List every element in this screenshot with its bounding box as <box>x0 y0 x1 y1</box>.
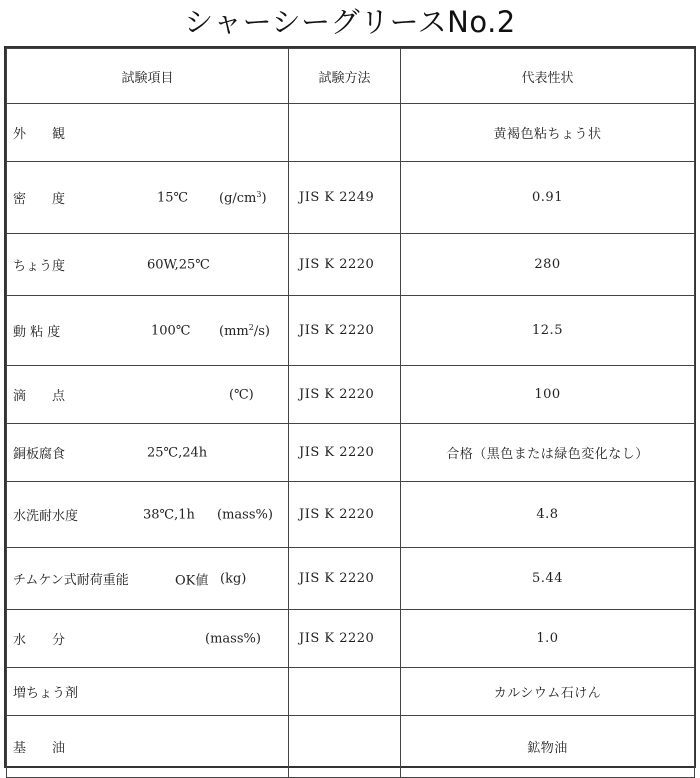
test-item-name: 滴 点 <box>13 389 66 404</box>
typical-value-cell: 4.8 <box>401 482 695 548</box>
test-condition: 15℃ <box>157 190 189 205</box>
test-item-cell <box>7 234 289 296</box>
test-condition: 60W,25℃ <box>147 257 210 272</box>
test-condition: 25℃,24h <box>147 445 208 460</box>
test-method-cell: JIS K 2249 <box>289 162 401 234</box>
test-item-cell <box>7 162 289 234</box>
test-item-name: 外 観 <box>13 127 66 142</box>
table-row <box>7 482 695 548</box>
table-row <box>7 548 695 610</box>
table-row <box>7 668 695 716</box>
table-row <box>7 296 695 366</box>
test-item-name: ちょう度 <box>13 259 66 274</box>
test-method-cell: JIS K 2220 <box>289 548 401 610</box>
test-method-cell: JIS K 2220 <box>289 366 401 424</box>
test-item-cell <box>7 482 289 548</box>
header-test-method: 試験方法 <box>289 49 401 104</box>
properties-table <box>6 48 695 778</box>
test-unit: (℃) <box>229 387 254 402</box>
test-item-name: 水 分 <box>13 633 66 648</box>
test-item-cell <box>7 668 289 716</box>
typical-value-cell: 0.91 <box>401 162 695 234</box>
table-row <box>7 424 695 482</box>
typical-value-cell: 合格（黒色または緑色変化なし） <box>401 424 695 482</box>
test-item-cell <box>7 366 289 424</box>
test-unit: (kg) <box>220 571 247 586</box>
test-unit: $(g/cm^3)$ <box>219 189 267 206</box>
test-unit: (mass%) <box>205 631 261 646</box>
test-method-cell: JIS K 2220 <box>289 610 401 668</box>
test-item-cell <box>7 104 289 162</box>
test-method-cell <box>289 668 401 716</box>
test-condition: 100℃ <box>151 323 191 338</box>
test-item-name: 動 粘 度 <box>13 325 61 340</box>
table-row <box>7 716 695 778</box>
table-row <box>7 162 695 234</box>
test-method-cell: JIS K 2220 <box>289 296 401 366</box>
test-method-cell: JIS K 2220 <box>289 234 401 296</box>
table-row <box>7 610 695 668</box>
table-row <box>7 104 695 162</box>
test-item-name: チムケン式耐荷重能 <box>13 573 129 588</box>
typical-value-cell: 鉱物油 <box>401 716 695 778</box>
header-test-item: 試験項目 <box>7 49 289 104</box>
test-item-cell <box>7 548 289 610</box>
test-method-cell: JIS K 2220 <box>289 482 401 548</box>
test-item-name: 増ちょう剤 <box>13 686 79 701</box>
test-condition: 38℃,1h <box>143 507 195 522</box>
typical-value-cell: 1.0 <box>401 610 695 668</box>
test-unit: (mass%) <box>217 507 273 522</box>
page-title: シャーシーグリースNo.2 <box>184 5 516 39</box>
test-condition: OK値 <box>175 573 209 588</box>
test-item-cell <box>7 424 289 482</box>
test-method-cell: JIS K 2220 <box>289 424 401 482</box>
test-item-name: 密 度 <box>13 192 66 207</box>
table-row <box>7 366 695 424</box>
test-unit: $(mm^2/s)$ <box>219 322 270 339</box>
header-typical-value: 代表性状 <box>401 49 695 104</box>
test-item-cell <box>7 716 289 778</box>
typical-value-cell: 100 <box>401 366 695 424</box>
test-item-name: 銅板腐食 <box>13 447 66 462</box>
test-item-cell <box>7 296 289 366</box>
typical-value-cell: 12.5 <box>401 296 695 366</box>
typical-value-cell: 280 <box>401 234 695 296</box>
typical-value-cell: カルシウム石けん <box>401 668 695 716</box>
test-method-cell <box>289 104 401 162</box>
test-item-name: 基 油 <box>13 741 66 756</box>
test-item-cell <box>7 610 289 668</box>
table-row <box>7 234 695 296</box>
properties-table-container <box>4 46 696 768</box>
test-item-name: 水洗耐水度 <box>13 509 79 524</box>
table-header-row <box>7 49 695 104</box>
test-method-cell <box>289 716 401 778</box>
typical-value-cell: 5.44 <box>401 548 695 610</box>
typical-value-cell: 黄褐色粘ちょう状 <box>401 104 695 162</box>
